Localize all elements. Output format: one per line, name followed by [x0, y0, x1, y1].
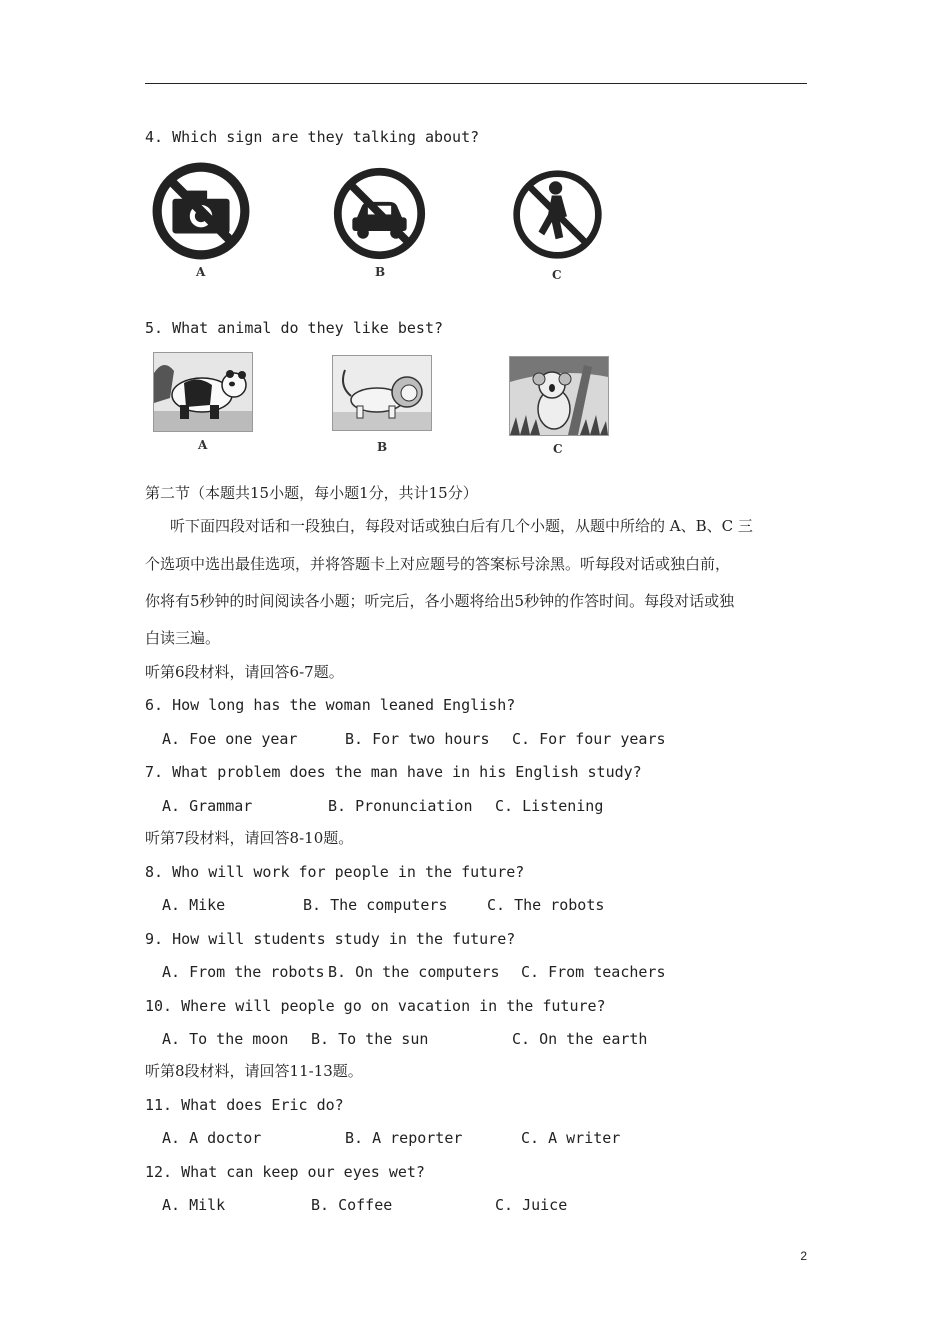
q10-option-c: C. On the earth — [512, 1030, 648, 1048]
q4-option-c-label: C — [552, 268, 562, 282]
q4-option-a-label: A — [196, 265, 206, 279]
question-6: 6. How long has the woman leaned English? — [145, 696, 516, 714]
question-5: 5. What animal do they like best? — [145, 319, 444, 337]
q5-option-a-label: A — [198, 438, 208, 452]
question-9: 9. How will students study in the future? — [145, 930, 516, 948]
instruction-line-1: 听下面四段对话和一段独白，每段对话或独白后有几个小题，从题中所给的 A、B、C 三 — [170, 517, 753, 535]
question-8: 8. Who will work for people in the future? — [145, 863, 525, 881]
koala-picture — [509, 356, 609, 436]
no-running-icon — [510, 167, 605, 262]
panda-picture — [153, 352, 253, 432]
q12-option-b: B. Coffee — [311, 1196, 393, 1214]
lion-picture — [332, 355, 432, 431]
no-camera-icon — [150, 160, 252, 262]
instruction-line-3: 你将有5秒钟的时间阅读各小题；听完后，各小题将给出5秒钟的作答时间。每段对话或独 — [145, 592, 735, 610]
q6-option-b: B. For two hours — [345, 730, 490, 748]
q9-option-b: B. On the computers — [328, 963, 500, 981]
q7-option-c: C. Listening — [495, 797, 604, 815]
q9-option-c: C. From teachers — [521, 963, 666, 981]
q6-option-a: A. Foe one year — [162, 730, 298, 748]
question-4: 4. Which sign are they talking about? — [145, 128, 480, 146]
q4-option-b-label: B — [375, 265, 386, 279]
q12-option-a: A. Milk — [162, 1196, 226, 1214]
q9-option-a: A. From the robots — [162, 963, 325, 981]
q7-option-a: A. Grammar — [162, 797, 253, 815]
q8-option-a: A. Mike — [162, 896, 226, 914]
header-rule — [145, 83, 807, 84]
q11-option-c: C. A writer — [521, 1129, 621, 1147]
q7-option-b: B. Pronunciation — [328, 797, 473, 815]
question-10: 10. Where will people go on vacation in the future? — [145, 997, 606, 1015]
q6-option-c: C. For four years — [512, 730, 666, 748]
section-title: 第二节（本题共15小题，每小题1分，共计15分） — [145, 484, 478, 502]
q11-option-a: A. A doctor — [162, 1129, 262, 1147]
q12-option-c: C. Juice — [495, 1196, 568, 1214]
q8-option-b: B. The computers — [303, 896, 448, 914]
passage-6-heading: 听第6段材料，请回答6-7题。 — [145, 663, 344, 681]
question-11: 11. What does Eric do? — [145, 1096, 344, 1114]
no-car-icon — [331, 165, 428, 262]
instruction-line-4: 白读三遍。 — [145, 629, 221, 647]
q5-option-c-label: C — [553, 442, 563, 456]
passage-7-heading: 听第7段材料，请回答8-10题。 — [145, 829, 354, 847]
q11-option-b: B. A reporter — [345, 1129, 463, 1147]
passage-8-heading: 听第8段材料，请回答11-13题。 — [145, 1062, 363, 1080]
q10-option-a: A. To the moon — [162, 1030, 289, 1048]
q5-option-b-label: B — [377, 440, 388, 454]
q10-option-b: B. To the sun — [311, 1030, 429, 1048]
instruction-line-2: 个选项中选出最佳选项，并将答题卡上对应题号的答案标号涂黑。听每段对话或独白前， — [145, 555, 731, 573]
question-12: 12. What can keep our eyes wet? — [145, 1163, 425, 1181]
page-number: 2 — [800, 1249, 807, 1263]
question-7: 7. What problem does the man have in his English study? — [145, 763, 642, 781]
q8-option-c: C. The robots — [487, 896, 605, 914]
